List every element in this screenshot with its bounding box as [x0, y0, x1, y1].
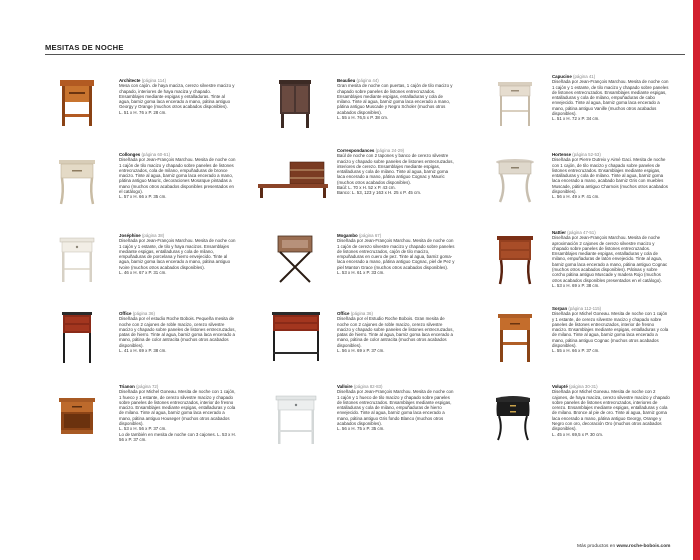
product-description: Diseñada por Jean-François Marchou. Mesita de noche con 1 cajón de tilo macizo y chapado sobre paneles de listones entrecruzados, cola de milano, empuñaduras de bronce macizo. Tinte al agua, barniz goma laca encerado a mano, pátina antiguo Mauric, decoraciones Mosaïque pintadas a mano (muchos otros acabados disponibles presentados en el catálogo).: [119, 157, 236, 195]
product-dimensions: L. 41 x H. 69 x P. 38 cm.: [119, 348, 167, 354]
nightstand-image: [52, 308, 102, 368]
product-description: Diseñada por Jean-François Marchou. Mesita de noche con 1 cajón y 1 estante, de tilo macizo y chapado sobre paneles de listones entrecruzados. Ensamblajes mediante espigas, entalladuras y cola de milano, empuñaduras de cabo envejecido. Tinte al agua, barniz goma laca encerado a mano, pátina antiguo Vanille (muchos otros acabados disponibles).: [552, 79, 669, 117]
product-dimensions: Baúl: L. 70 x H. 52 x P. 43 cm.: [337, 185, 396, 191]
product-ref: (página 30-31): [569, 384, 598, 389]
product-description: Diseñada por el Estudio Roche Bobois. Gran mesita de noche con 2 cajones de roble macizo, cerezo silvestre macizo y chapado sobre paneles de listones entrecruzados, patas de hierro. Tinte al agua, barniz goma laca encerado a mano, pátina de color antracita (muchos otros acabados disponibles).: [337, 316, 454, 348]
nightstand-image: [490, 74, 540, 134]
product-name: Collonges: [119, 152, 141, 157]
product-ref: (página 52-53): [572, 152, 601, 157]
product-description: Gran mesita de noche con puertas, 1 cajón de tilo macizo y chapado sobre paneles de listones entrecruzados. Ensamblajes mediante espigas, entalladuras y cola de milano. Tinte al agua, barniz goma laca encerado a mano, pátina antiguo Muscade y Negro Scholer (muchos otros acabados disponibles).: [337, 83, 453, 115]
product-name: Mogambo: [337, 233, 358, 238]
product-description: Diseñada por Jean-François Marchou. Mesita de noche con 1 cajón de cerezo silvestre macizo y chapado sobre paneles de listones entrecruzados, cajón de tilo macizo, empuñaduras en cuero de pez. Tinte al agua, barniz goma-laca encerado a mano, pátina antiguo Cognac, piel de Pez y piel Manton Grace (muchos otros acabados disponibles).: [337, 238, 455, 270]
product-dimensions: L. 57 x H. 66 x P. 35 cm.: [119, 194, 167, 200]
nightstand-image: [268, 390, 324, 450]
section-title: MESITAS DE NOCHE: [45, 43, 124, 52]
nightstand-image: [270, 230, 320, 290]
product-name: Capucine: [552, 74, 572, 79]
footer: [577, 544, 670, 549]
nightstand-image: [52, 390, 102, 450]
product-ref: (página 38): [141, 233, 165, 238]
nightstand-image: [490, 152, 540, 212]
nightstand-image: [52, 74, 102, 134]
product-dimensions-secondary: Lo de también en mesita de noche con 3 cajones. L. 53 x H. 56 x P. 37 cm.: [119, 431, 236, 442]
product-dimensions: L. 55 x H. 76,5 x P. 38 cm.: [337, 115, 389, 121]
product-text: [119, 311, 237, 353]
product-name: Office: [337, 311, 350, 316]
product-ref: (página 72): [136, 384, 159, 389]
product-description: Diseñada por el estudio Roche Bobois. Pequeña mesita de noche con 2 cajones de roble macizo, cerezo silvestre macizo y chapado sobre paneles de listones entrecruzados, patas de hierro. Tinte al agua, barniz goma laca encerado a mano, pátina de color antracita (muchos otros acabados disponibles).: [119, 316, 236, 348]
product-dimensions: L. 46 x H. 67 x P. 31 cm.: [119, 270, 167, 276]
product-description: Diseñada por Michel Goneau. Mesita de noche con 1 cajón, 1 hueco y 1 estante, de cerezo silvestre macizo y chapado sobre paneles de listones entrecruzados, interior de fresno macizo. Ensamblajes mediante espigas, entalladuras y cola de milano. Tinte al agua, barniz goma laca encerado a mano, pátina antiguo Houseger (muchos otros acabados disponibles).: [119, 389, 236, 427]
product-dimensions: L. 45 x H. 69,5 x P. 30 cm.: [552, 431, 604, 437]
product-dimensions: L. 56 x H. 49 x P. 41 cm.: [552, 194, 600, 200]
product-description: Diseñada por Michel Goneau. Mesita de noche con 2 cajones, de haya maciza, cerezo silvestre macizo y chapado sobre paneles de listones entrecruzados, interiores de cerezo. Ensamblajes mediante espigas, entalladuras y cola de milano. Bronce al pie de oro. Tinte al agua, barniz goma laca encerado a mano, pátina antiguo Georgy, Orange y Negro con oro, decoración Oro (muchos otros acabados disponibles).: [552, 389, 670, 432]
product-description: Baúl de noche con 2 tapones y banco de cerezo silvestre macizo y chapado sobre paneles de listones entrecruzados, interiores de cerezo. Ensamblajes mediante espigas, entalladuras y cola de milano. Tinte al agua, barniz goma laca encerado a mano, pátina antiguo Cognac y Mauric (muchos otros acabados disponibles).: [337, 153, 454, 185]
product-ref: (página 41): [573, 74, 596, 79]
red-edge-bar: [693, 0, 700, 560]
product-name: Office: [119, 311, 132, 316]
product-description: Diseñada por Michel Goneau. Mesita de noche con 1 cajón y 1 estante, de cerezo silvestre macizo y chapado sobre paneles de listones entrecruzados, interior de fresno macizo. Ensamblajes mediante espigas, entalladuras y cola de milano. Tinte al agua, barniz goma laca encerado a mano, pátina antiguo Cognac (muchos otros acabados disponibles).: [552, 311, 669, 349]
product-ref: (página 60-61): [141, 152, 171, 157]
product-text: [337, 311, 455, 353]
product-description: Diseñada por Jean-François Marchou. Mesita de noche con 1 cajón y 1 hueco de tilo macizo y chapado sobre paneles de listones entrecruzados. Ensamblajes mediante espigas, entalladuras y cola de milano, empuñaduras de hierro envejecido. Tinte al agua, barniz goma laca encerado a mano, pátina antiguo Gris fondo Blanco (muchos otros acabados disponibles).: [337, 389, 454, 427]
nightstand-image: [488, 390, 538, 450]
product-name: Architecte: [119, 78, 141, 83]
product-ref: (página 112-115): [568, 306, 602, 311]
product-text: [552, 384, 670, 437]
product-dimensions: L. 53 x H. 61 x P. 33 cm.: [337, 270, 385, 276]
product-text: [552, 230, 670, 288]
product-description: Diseñada por Jean-François Marchou. Mesita de noche con 1 cajón y 1 estante, de tilo y haya macizos. Ensamblajes mediante espigas, entalladuras y cola de milano, empuñaduras de porcelana y hierro envejecido. Tinte al agua, barniz goma laca encerado a mano, pátina antiguo Ivoire (muchos otros acabados disponibles).: [119, 238, 236, 270]
product-dimensions: L. 53 x H. 69 x P. 38 cm.: [552, 282, 600, 288]
nightstand-image: [52, 152, 102, 212]
product-name: Sorpan: [552, 306, 568, 311]
product-text: [337, 78, 455, 120]
product-ref: (página 36): [350, 311, 373, 316]
product-text: [552, 306, 670, 354]
product-dimensions: L. 51 x H. 76 x P. 28 cm.: [119, 109, 167, 115]
product-text: [119, 384, 237, 442]
product-name: Correspondances: [337, 148, 375, 153]
product-dimensions: L. 56 x H. 69 x P. 37 cm.: [337, 348, 385, 354]
product-text: [337, 233, 455, 275]
product-name: Beaulieu: [337, 78, 356, 83]
product-ref: (página 67): [358, 233, 382, 238]
product-name: Nattier: [552, 230, 566, 235]
product-ref: (página 114): [141, 78, 167, 83]
product-text: [119, 78, 237, 115]
footer-url-link[interactable]: www.roche-bobois.com: [616, 544, 671, 549]
product-text: [552, 74, 670, 122]
product-description: Diseñada por Pierre Dutreix y Aimé Gaci. Mesita de noche con 1 cajón, de tilo macizo y chapado sobre paneles de listones entrecruzados. Ensamblajes mediante espigas, entalladuras y cola de milano. Tinte al agua, barniz goma laca encerado a mano, acabado barniz Gris con muebles Muscade, pátina antiguo Charnois (muchos otros acabados disponibles).: [552, 157, 668, 195]
product-dimensions: L. 53 x H. 56 x P. 37 cm.: [119, 426, 167, 432]
title-rule: [45, 54, 685, 55]
product-text: [337, 384, 455, 432]
product-description: Mesa con cajón. de haya maciza, cerezo silvestre macizo y chapado, interiores de haya maciza y chapado. Ensamblajes mediante espigas y entalladuras. Tinte al agua, barniz goma laca encerado a mano, pátina antiguo Georgy y Orange (muchos otros acabados disponibles).: [119, 83, 235, 110]
product-dimensions-secondary: Banco: L. 53, 123 y 163 x H. 25 x P. 45 cm.: [337, 190, 422, 196]
footer-prefix: Más productos en: [577, 544, 616, 549]
trunk-and-bench-image: [256, 152, 330, 212]
product-dimensions: L. 55 x H. 66 x P. 37 cm.: [552, 348, 600, 354]
product-text: [119, 233, 237, 275]
product-ref: (página 47-51): [567, 230, 596, 235]
product-name: Volupté: [552, 384, 568, 389]
product-name: Hortense: [552, 152, 572, 157]
product-name: Valloire: [337, 384, 353, 389]
product-name: Trianon: [119, 384, 135, 389]
product-ref: (página 44): [356, 78, 379, 83]
nightstand-image: [268, 308, 324, 368]
product-ref: (página 82-83): [353, 384, 383, 389]
nightstand-image: [490, 230, 540, 290]
product-ref: (página 24-29): [375, 148, 405, 153]
product-text: [337, 148, 455, 196]
product-name: Joséphine: [119, 233, 141, 238]
product-dimensions: L. 51 x H. 72 x P. 34 cm.: [552, 116, 600, 122]
product-ref: (página 36): [132, 311, 155, 316]
nightstand-image: [52, 230, 102, 290]
product-description: Diseñada por Jean-François Marchou. Mesita de noche aproximación 2 cajones de cerezo silvestre macizo y chapado sobre paneles de listones entrecruzados. Ensamblajes mediante espigas, entalladuras y cola de milano, empuñaduras de latón envejecido. Tinte al agua, barniz goma laca encerado a mano, pátina antiguo Cognac (muchos otros acabados disponibles). Pátinas y sobre corcho pátina antiguo Muscade y madera Rojo (muchos otros acabados disponibles presentados en el catálogo).: [552, 235, 668, 283]
product-text: [119, 152, 237, 200]
nightstand-image: [490, 308, 540, 368]
product-text: [552, 152, 670, 200]
nightstand-image: [270, 74, 320, 134]
product-dimensions: L. 56 x H. 75 x P. 35 cm.: [337, 426, 385, 432]
